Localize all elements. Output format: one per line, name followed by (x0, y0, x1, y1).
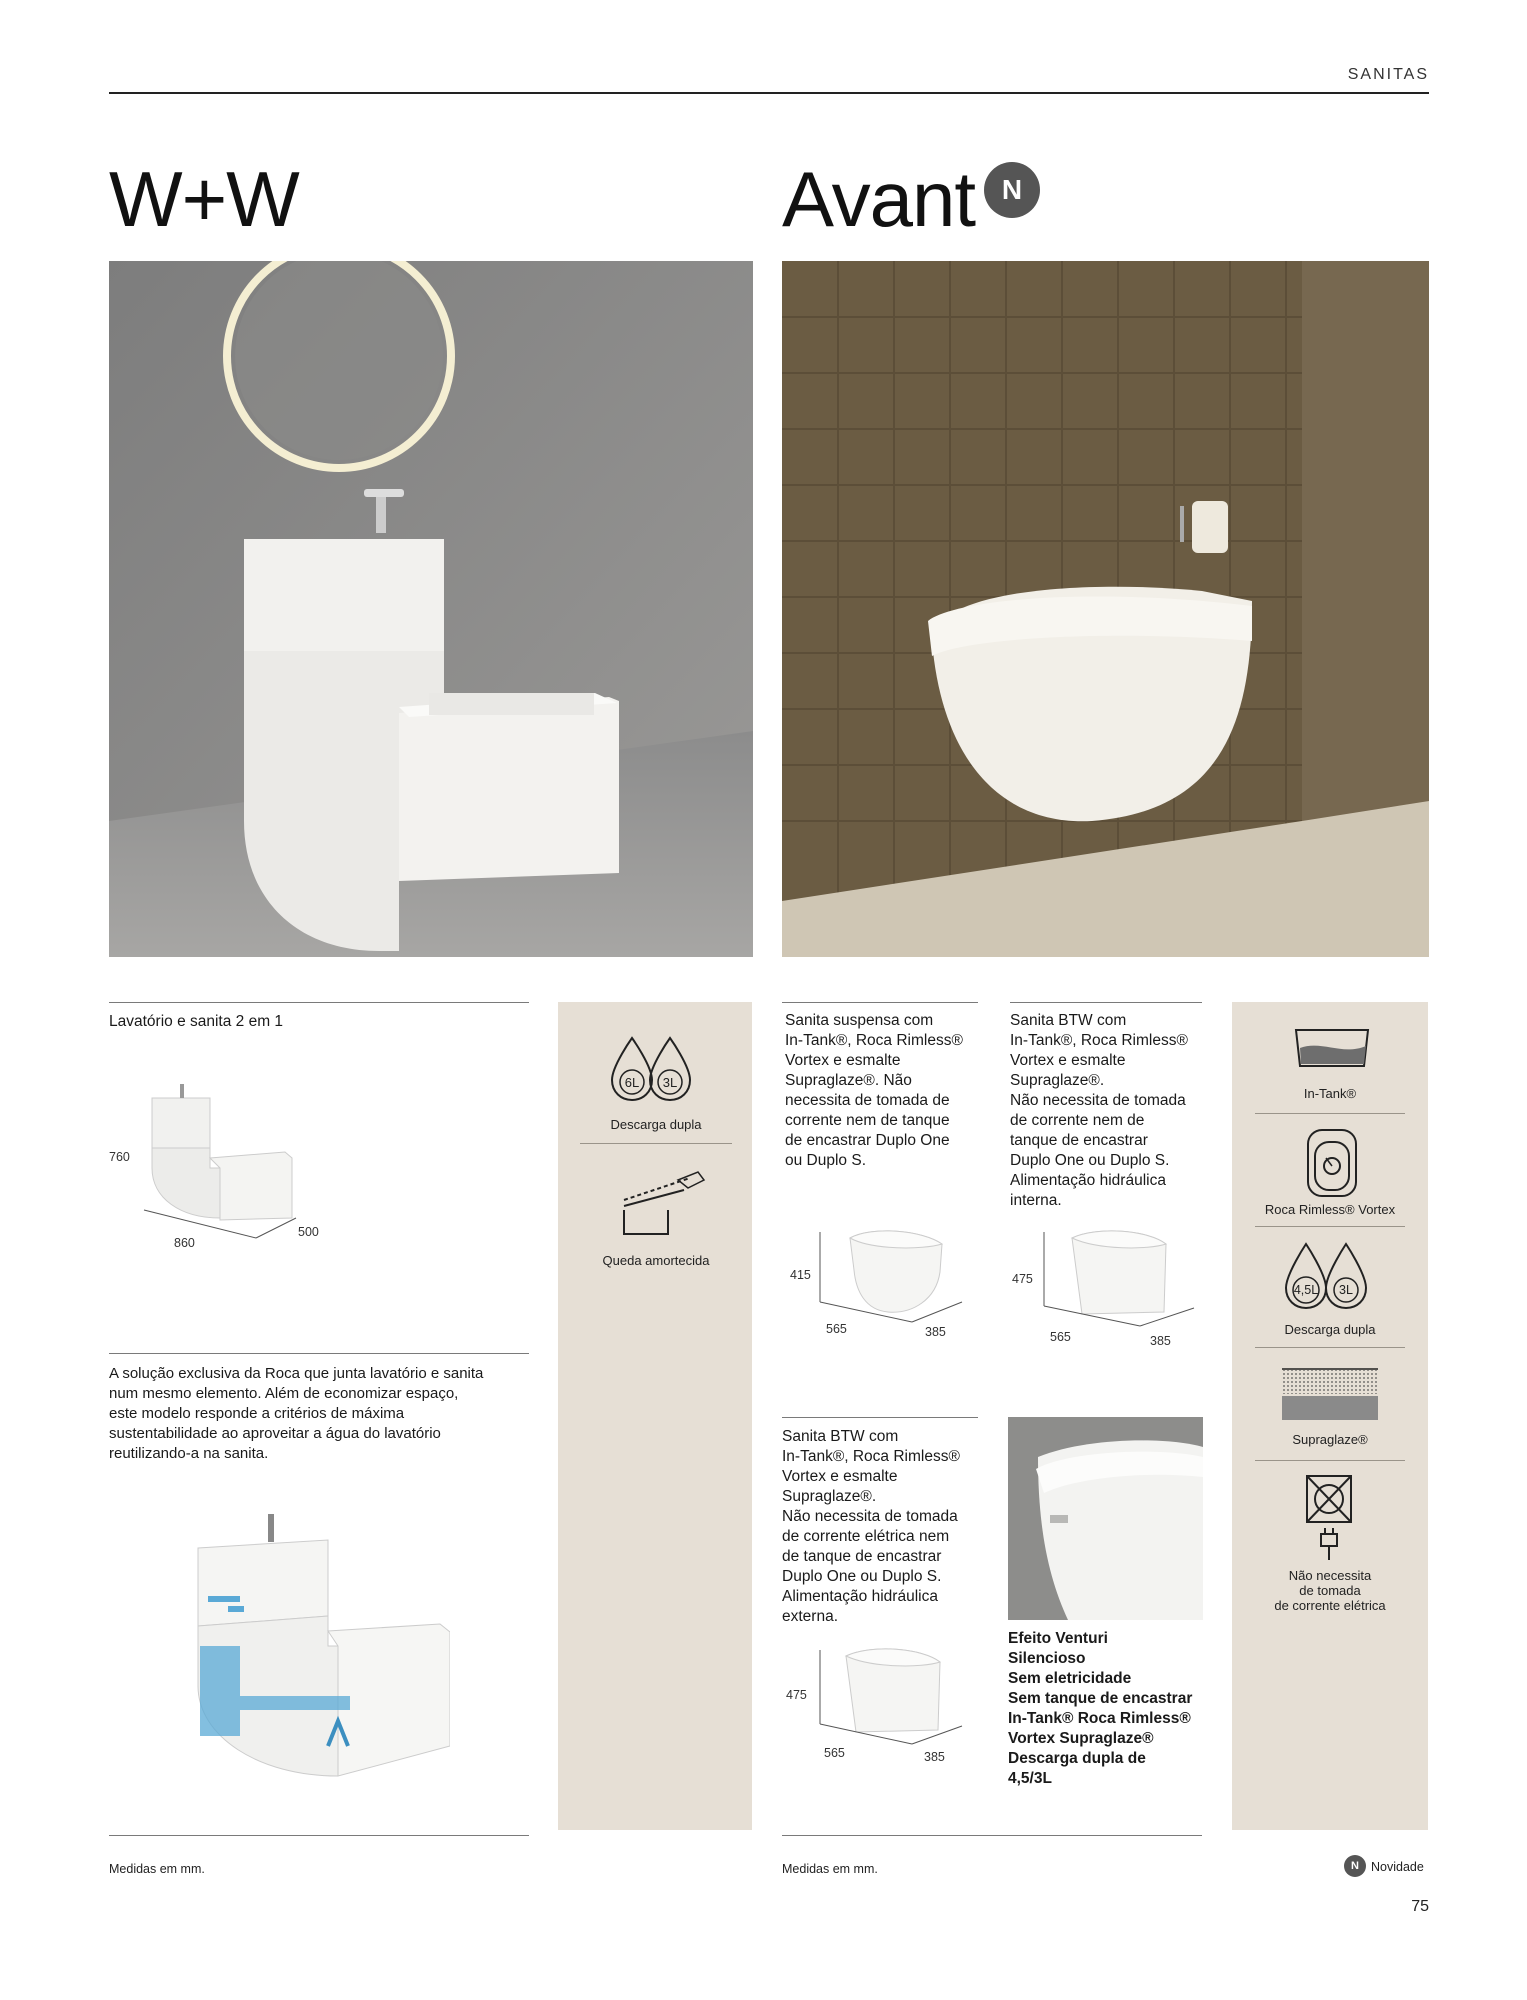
avant-v3-dim-width: 565 (824, 1746, 845, 1760)
rimless-vortex-label: Roca Rimless® Vortex (1264, 1202, 1396, 1217)
soft-close-icon (618, 1170, 708, 1240)
no-socket-label: Não necessita de tomada de corrente elétrica (1274, 1568, 1386, 1613)
avant-v3-dim-depth: 385 (924, 1750, 945, 1764)
dual-flush-icon (1280, 1240, 1380, 1312)
in-tank-icon (1292, 1026, 1372, 1076)
avant-v2-dim-width: 565 (1050, 1330, 1071, 1344)
rimless-vortex-icon (1306, 1128, 1358, 1198)
legend-new-badge: N (1344, 1855, 1366, 1877)
new-badge: N (984, 162, 1040, 218)
ww-description: A solução exclusiva da Roca que junta lavatório e sanita num mesmo elemento. Além de economizar espaço, este modelo responde a critérios de máxima sustentabilidade ao aproveitar a água do lavatório reutilizando-a na sanita. (109, 1365, 484, 1462)
in-tank-label: In-Tank® (1303, 1086, 1357, 1101)
supraglaze-label: Supraglaze® (1292, 1432, 1368, 1447)
section-label: SANITAS (1347, 66, 1429, 83)
badge-3l-avant: 3L (1339, 1283, 1353, 1297)
dual-flush-label: Descarga dupla (610, 1117, 702, 1132)
avant-variant-3-text: Sanita BTW com In-Tank®, Roca Rimless® Vortex e esmalte Supraglaze®. Não necessita de tomada de corrente elétrica nem de tanque de encastrar Duplo One ou Duplo S. Alimentação hidráulica externa. (782, 1428, 960, 1625)
product-title-avant: Avant (782, 155, 976, 243)
avant-variant-3-dim-lines (812, 1640, 972, 1760)
badge-4-5l: 4,5L (1293, 1283, 1319, 1297)
product-title-ww: W+W (109, 155, 299, 243)
badge-3l: 3L (662, 1075, 678, 1090)
avant-variant-2-dim-lines (1036, 1222, 1206, 1342)
ww-cutaway-drawing (188, 1496, 450, 1786)
soft-close-label: Queda amortecida (602, 1253, 710, 1268)
avant-dual-flush-label: Descarga dupla (1284, 1322, 1376, 1337)
avant-variant-1-dim-lines (812, 1222, 972, 1332)
ww-dim-width: 860 (174, 1236, 195, 1250)
ww-hero-photo (109, 261, 753, 957)
avant-v2-dim-height: 475 (1012, 1272, 1033, 1286)
ww-dim-lines (136, 1200, 336, 1250)
dual-flush-icon (606, 1034, 706, 1104)
avant-v1-dim-height: 415 (790, 1268, 811, 1282)
avant-v2-dim-depth: 385 (1150, 1334, 1171, 1348)
avant-measure-note: Medidas em mm. (782, 1862, 878, 1876)
ww-dim-depth: 500 (298, 1225, 319, 1239)
badge-6l: 6L (624, 1075, 640, 1090)
ww-subtitle: Lavatório e sanita 2 em 1 (109, 1013, 284, 1030)
legend-new-label: Novidade (1371, 1860, 1424, 1874)
ww-dim-height: 760 (109, 1150, 130, 1164)
avant-closeup-photo (1008, 1417, 1203, 1620)
avant-variant-2-text: Sanita BTW com In-Tank®, Roca Rimless® Vortex e esmalte Supraglaze®. Não necessita de tomada de corrente nem de tanque de encastrar Duplo One ou Duplo S. Alimentação hidráulica interna. (1010, 1012, 1188, 1209)
no-socket-icon (1305, 1474, 1355, 1564)
avant-v1-dim-depth: 385 (925, 1325, 946, 1339)
avant-hero-photo (782, 261, 1429, 957)
avant-variant-1-text: Sanita suspensa com In-Tank®, Roca Rimless® Vortex e esmalte Supraglaze®. Não necessita de tomada de corrente nem de tanque de encastrar Duplo One ou Duplo S. (785, 1012, 963, 1169)
page-number: 75 (1411, 1898, 1429, 1915)
avant-v3-dim-height: 475 (786, 1688, 807, 1702)
avant-v1-dim-width: 565 (826, 1322, 847, 1336)
supraglaze-icon (1282, 1368, 1378, 1422)
avant-highlights: Efeito Venturi Silencioso Sem eletricidade Sem tanque de encastrar In-Tank® Roca Rimless® Vortex Supraglaze® Descarga dupla de 4,5/3L (1008, 1630, 1193, 1787)
header-rule (109, 92, 1429, 94)
ww-measure-note: Medidas em mm. (109, 1862, 205, 1876)
